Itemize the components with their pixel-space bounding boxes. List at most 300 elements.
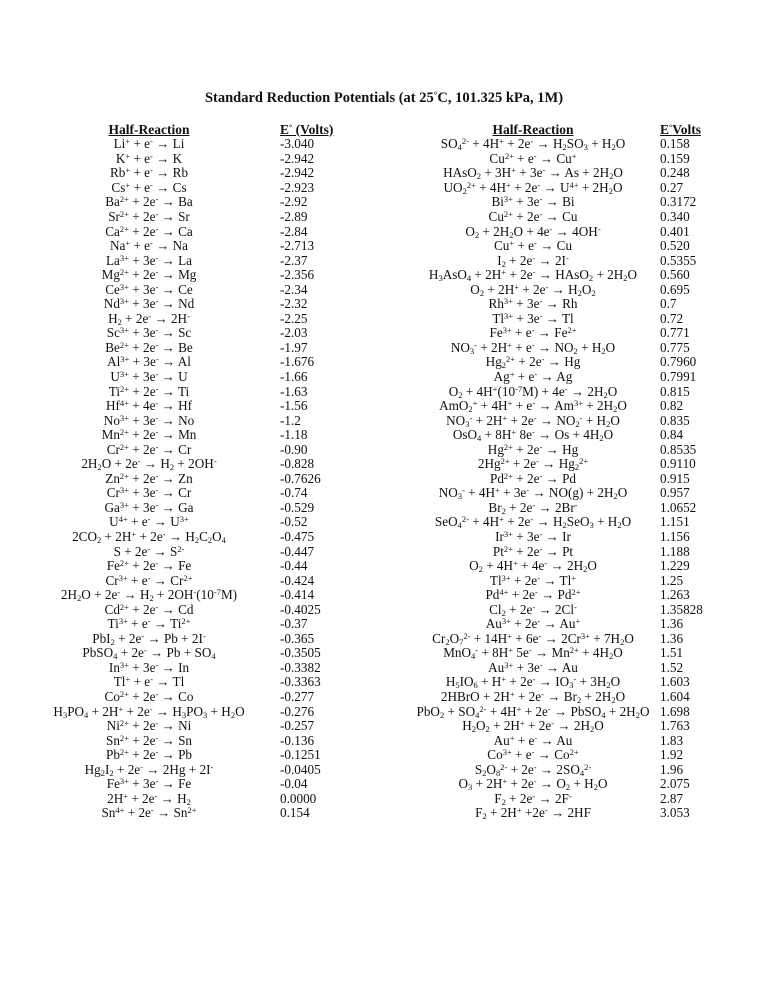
table-row (406, 166, 720, 181)
table-row (30, 806, 350, 821)
table-row (406, 515, 720, 530)
potential-cell: 0.7991 (660, 368, 697, 384)
potential-cell: 1.603 (660, 674, 690, 690)
potential-cell: -0.529 (280, 499, 315, 515)
half-reaction-cell: $Hg^{2+} + 2e^- \to Hg$ (487, 441, 579, 457)
potential-cell: 1.698 (660, 703, 690, 719)
table-row (406, 151, 720, 166)
half-reaction-cell: $Ba^{2+} + 2e^- \to Ba$ (105, 194, 193, 210)
potential-cell: 3.053 (660, 805, 690, 821)
table-row (30, 369, 350, 384)
half-reaction-cell: $O_2 + 4H^+(10^{-7}M) + 4e^- \to 2H_2O$ (448, 383, 618, 400)
half-reaction-cell: $F_2 + 2H^+ +2e^- \to 2HF$ (475, 805, 591, 822)
potential-cell: 0.775 (660, 339, 690, 355)
potential-cell: -2.89 (280, 208, 308, 224)
half-reaction-cell: $2H_2O + 2e^- \to H_2 + 2OH^-(10^{-7}M)$ (60, 587, 238, 604)
table-row (406, 573, 720, 588)
table-row (30, 675, 350, 690)
potential-cell: -0.257 (280, 718, 315, 734)
potential-cell: -2.25 (280, 310, 308, 326)
table-row (30, 253, 350, 268)
table-row (30, 340, 350, 355)
potential-cell: -1.63 (280, 383, 308, 399)
potential-cell: 0.957 (660, 485, 690, 501)
table-row (406, 238, 720, 253)
half-reaction-cell: $In^{3+} + 3e^- \to In$ (108, 659, 190, 675)
table-row (30, 515, 350, 530)
reduction-table-right (406, 122, 720, 820)
potential-cell: 1.92 (660, 747, 684, 763)
potential-cell: 1.263 (660, 587, 690, 603)
potential-cell: -2.84 (280, 223, 308, 239)
table-row (30, 427, 350, 442)
potential-cell: 0.340 (660, 208, 690, 224)
table-row (406, 500, 720, 515)
half-reaction-cell: $2Hg^{2+} + 2e^- \to Hg_2^{2+}$ (477, 456, 589, 473)
potential-cell: -2.32 (280, 296, 308, 312)
potential-cell: -1.97 (280, 339, 308, 355)
table-row (30, 573, 350, 588)
half-reaction-cell: $H_3AsO_4 + 2H^+ + 2e^-$ → HAsO$_2$ + $2H_2O$ (428, 267, 638, 284)
half-reaction-cell: $Sc^{3+} + 3e^- \to Sc$ (106, 325, 192, 341)
potential-cell: 1.83 (660, 732, 684, 748)
potential-cell: 1.96 (660, 761, 684, 777)
table-row (30, 631, 350, 646)
potential-cell: -0.3363 (280, 674, 321, 690)
half-reaction-cell: $NO_3^- + 2H^+ + 2e^- \to NO_2^- + H_2O$ (446, 412, 620, 429)
potential-cell: 0.695 (660, 281, 690, 297)
potential-cell: 1.35828 (660, 601, 703, 617)
table-row (30, 457, 350, 472)
potential-cell: 1.52 (660, 659, 684, 675)
half-reaction-cell: 2HBrO + $2H^+ + 2e^- \to Br_2 + 2H_2O$ (440, 689, 626, 705)
half-reaction-cell: $H_2 + 2e^- \to 2H^-$ (108, 310, 190, 327)
half-reaction-cell: $O_2 + 2H^+ + 2e^- \to H_2O_2$ (470, 281, 596, 298)
potential-cell: -2.942 (280, 150, 315, 166)
half-reaction-cell: $Cr^{3+} + 3e^- \to Cr$ (106, 485, 192, 501)
half-reaction-cell: $Cr^{2+} + 2e^- \to Cr$ (106, 441, 192, 457)
potential-cell: -0.90 (280, 441, 308, 457)
half-reaction-cell: $Pd^{2+} + 2e^- \to Pd$ (489, 470, 577, 486)
potential-cell: 1.763 (660, 718, 690, 734)
table-row (406, 777, 720, 792)
table-row (406, 617, 720, 632)
half-reaction-cell: $2CO_2 + 2H^+ + 2e^- \to H_2C_2O_4$ (72, 528, 226, 545)
potential-cell: -2.92 (280, 194, 308, 210)
potential-cell: -0.3505 (280, 645, 321, 661)
table-row (406, 355, 720, 370)
half-reaction-cell: $O_2 + 2H_2O + 4e^- \to 4OH^-$ (465, 223, 601, 240)
title-text: Standard Reduction Potentials (at 25 (204, 90, 434, 106)
half-reaction-cell: $Ti^{2+} + 2e^- \to Ti$ (108, 383, 190, 399)
half-reaction-cell: Cu+ + e- → Cu (493, 238, 573, 254)
potential-cell: -0.276 (280, 703, 315, 719)
potential-cell: -2.923 (280, 179, 315, 195)
half-reaction-cell: $Cr_2O_7^{2-} + 14H^+ + 6e^- \to 2Cr^{3+} + 7H_2O$ (432, 630, 634, 647)
half-reaction-cell: $U^{3+} + 3e^- \to U$ (110, 368, 188, 384)
potential-cell: -2.03 (280, 325, 308, 341)
table-row (30, 748, 350, 763)
half-reaction-cell: $2H^+ + 2e^- \to H_2$ (107, 790, 191, 807)
half-reaction-header: Half-Reaction (492, 121, 574, 137)
potential-cell: -1.18 (280, 427, 308, 443)
table-row (30, 718, 350, 733)
potential-cell: -0.04 (280, 776, 308, 792)
half-reaction-cell: $Tl^{3+} + 3e^- \to Tl$ (492, 310, 574, 326)
half-reaction-cell: $Ir^{3+} + 3e^- \to Ir$ (495, 528, 571, 544)
table-row (406, 529, 720, 544)
potential-cell: 0.3172 (660, 194, 697, 210)
potential-cell: -0.277 (280, 689, 315, 704)
half-reaction-cell: $Au^{3+} + 3e^- \to Au$ (488, 659, 578, 675)
half-reaction-cell: $No^{3+} + 3e^- \to No$ (103, 412, 195, 428)
degree-symbol: ° (433, 90, 438, 100)
table-row (30, 282, 350, 297)
half-reaction-cell: $Co^{2+} + 2e^- \to Co$ (104, 689, 194, 704)
table-row (30, 398, 350, 413)
potential-cell: 0.27 (660, 179, 684, 195)
half-reaction-cell: $Be^{2+} + 2e^- \to Be$ (105, 339, 193, 355)
potential-cell: -0.1251 (280, 747, 321, 763)
table-row (406, 806, 720, 821)
table-row (406, 282, 720, 297)
half-reaction-cell: $AmO_2^+ + 4H^+ + e^- \to Am^{3+} + 2H_2O$ (439, 398, 627, 415)
half-reaction-cell: $Fe^{3+} + 3e^- \to Fe$ (106, 776, 192, 792)
half-reaction-cell: $NO_3^- + 4H^+ + 3e^- \to NO(g) + 2H_2O$ (438, 485, 628, 502)
half-reaction-cell: $NO_3^- + 2H^+ + e^- \to NO_2 + H_2O$ (450, 339, 616, 356)
potential-cell: 0.72 (660, 310, 684, 326)
table-row (30, 413, 350, 428)
table-row (30, 166, 350, 181)
table-row (406, 689, 720, 704)
half-reaction-cell: $Zn^{2+} + 2e^- \to Zn$ (105, 470, 193, 486)
table-row (30, 209, 350, 224)
table-row (30, 689, 350, 704)
half-reaction-cell: $Ce^{3+} + 3e^- \to Ce$ (105, 281, 193, 297)
table-row (30, 224, 350, 239)
table-row (30, 602, 350, 617)
potential-cell: 0.7960 (660, 354, 697, 370)
half-reaction-cell: Cs+ + e- → Cs (111, 179, 187, 195)
half-reaction-cell: $Sn^{2+} + 2e^- \to Sn$ (105, 732, 193, 748)
half-reaction-cell: $Tl^{3+} + 2e^- \to Tl^+$ (489, 572, 577, 588)
potential-cell: -0.4025 (280, 601, 321, 617)
potential-cell: -1.2 (280, 412, 301, 428)
table-row (30, 762, 350, 777)
potential-cell: 0.5355 (660, 252, 697, 268)
potential-cell: 1.188 (660, 543, 690, 559)
potential-cell: -1.66 (280, 368, 308, 384)
table-row (30, 500, 350, 515)
half-reaction-cell: $UO_2^{2+} + 4H^+ + 2e^- \to U^{4+} + 2H_2O$ (443, 179, 623, 196)
potential-cell: 0.0000 (280, 790, 317, 806)
potential-cell: 1.51 (660, 645, 684, 661)
page-title (0, 90, 768, 107)
half-reaction-cell: $S + 2e^- \to S^{2-}$ (113, 543, 185, 559)
table-row (30, 384, 350, 399)
half-reaction-cell: $Ti^{3+} + e^- \to Ti^{2+}$ (107, 616, 191, 632)
table-row (406, 704, 720, 719)
potential-cell: -0.414 (280, 587, 315, 603)
potential-header (280, 122, 350, 137)
potential-cell: 1.151 (660, 514, 690, 530)
half-reaction-cell: $La^{3+} + 3e^- \to La$ (106, 252, 192, 268)
potential-cell: 2.075 (660, 776, 690, 792)
potential-cell: -0.136 (280, 732, 315, 748)
half-reaction-cell: $Ga^{3+} + 3e^- \to Ga$ (104, 499, 194, 515)
half-reaction-cell: PbI$_2$ + 2e- → Pb + 2I- (92, 630, 206, 647)
table-row (406, 326, 720, 341)
potential-cell: 0.158 (660, 136, 690, 152)
table-row (406, 297, 720, 312)
half-reaction-cell: Ag+ + e- → Ag (493, 368, 573, 384)
table-row (30, 529, 350, 544)
degree-symbol: ° (289, 122, 293, 132)
half-reaction-cell: $PbO_2 + SO_4^{2-} + 4H^+ + 2e^-$ → PbSO$_4$ + $2H_2O$ (416, 703, 650, 720)
table-row (30, 151, 350, 166)
table-row (406, 253, 720, 268)
table-row (406, 340, 720, 355)
potential-header-unit: Volts (672, 121, 701, 137)
half-reaction-cell: HAsO$_2$ + $3H^+ + 3e^- \to As + 2H_2O$ (443, 165, 623, 182)
potential-cell: -0.447 (280, 543, 315, 559)
half-reaction-cell: $Fe^{2+} + 2e^- \to Fe$ (106, 558, 192, 574)
half-reaction-header: Half-Reaction (108, 121, 190, 137)
potential-cell: -0.828 (280, 456, 315, 472)
potential-cell: 1.0652 (660, 499, 697, 515)
half-reaction-cell: $Mn^{2+} + 2e^- \to Mn$ (101, 427, 197, 443)
half-reaction-cell: $Al^{3+} + 3e^- \to Al$ (107, 354, 191, 370)
potential-cell: -0.365 (280, 630, 315, 646)
table-row (406, 442, 720, 457)
table-row (30, 558, 350, 573)
table-row (406, 762, 720, 777)
half-reaction-cell: $S_2O_8^{2-} + 2e^- \to 2SO_4^{2-}$ (474, 761, 592, 778)
table-body (30, 137, 350, 821)
table-row (30, 486, 350, 501)
table-row (406, 311, 720, 326)
half-reaction-cell: $Sr^{2+} + 2e^- \to Sr$ (108, 208, 190, 224)
half-reaction-cell: $Nd^{3+} + 3e^- \to Nd$ (103, 296, 195, 312)
table-row (406, 602, 720, 617)
potential-cell: 0.915 (660, 470, 690, 486)
half-reaction-cell: $SeO_4^{2-} + 4H^+ + 2e^- \to H_2SeO_3 + H_2O$ (434, 514, 632, 531)
table-row (406, 209, 720, 224)
table-row (406, 267, 720, 282)
potential-cell: 0.401 (660, 223, 690, 239)
table-row (406, 137, 720, 152)
potential-cell: 0.9110 (660, 456, 696, 472)
half-reaction-cell: $O_2 + 4H^+ + 4e^- \to 2H_2O$ (469, 558, 597, 575)
table-row (30, 777, 350, 792)
half-reaction-cell: $Pb^{2+} + 2e^- \to Pb$ (105, 747, 193, 763)
table-row (406, 748, 720, 763)
half-reaction-cell: $Co^{3+} + e^- \to Co^{2+}$ (487, 747, 579, 763)
potential-cell: 0.815 (660, 383, 690, 399)
half-reaction-cell: $H_2O_2 + 2H^+ + 2e^- \to 2H_2O$ (462, 718, 604, 735)
half-reaction-cell: $Hg_2^{2+} + 2e^- \to Hg$ (485, 354, 581, 371)
half-reaction-cell: Li+ + e- → Li (113, 136, 185, 152)
half-reaction-cell: $Pt^{2+} + 2e^- \to Pt$ (492, 543, 574, 559)
table-row (406, 413, 720, 428)
half-reaction-cell: MnO$_4$- + 8H+ $5e^- \to Mn^{2+} + 4H_2O$ (443, 645, 623, 662)
potential-cell: -0.7626 (280, 470, 321, 486)
potential-cell: -0.3382 (280, 659, 321, 675)
table-row (406, 369, 720, 384)
table-row (406, 558, 720, 573)
potential-cell: 2.87 (660, 790, 684, 806)
table-row (30, 297, 350, 312)
potential-cell: -2.713 (280, 238, 315, 254)
potential-cell: 0.154 (280, 805, 310, 821)
half-reaction-cell: Tl+ + e- → Tl (113, 674, 185, 690)
table-row (406, 180, 720, 195)
potential-cell: -0.424 (280, 572, 315, 588)
half-reaction-cell: $Fe^{3+} + e^- \to Fe^{2+}$ (489, 325, 577, 341)
reduction-table-left (30, 122, 350, 820)
half-reaction-cell: OsO$_4$ + 8H+ $8e^- \to Os + 4H_2O$ (452, 427, 614, 444)
table-row (406, 398, 720, 413)
table-row (406, 791, 720, 806)
potential-cell: -2.356 (280, 267, 315, 283)
half-reaction-cell: $U^{4+} + e^- \to U^{3+}$ (109, 514, 189, 530)
table-row (406, 427, 720, 442)
potential-cell: 0.159 (660, 150, 690, 166)
half-reaction-cell: $Br_2 + 2e^- \to 2Br^-$ (488, 499, 578, 516)
potential-cell: -0.475 (280, 528, 315, 544)
potential-cell: 1.604 (660, 689, 690, 704)
table-row (406, 660, 720, 675)
potential-cell: 1.36 (660, 616, 684, 632)
table-row (30, 137, 350, 152)
potential-cell: -1.676 (280, 354, 315, 370)
table-row (406, 588, 720, 603)
potential-cell: -0.37 (280, 616, 308, 632)
potential-cell: 0.835 (660, 412, 690, 428)
half-reaction-cell: PbSO$_4$ + $2e^- \to Pb + SO_4$ (82, 645, 216, 662)
potential-cell: -0.74 (280, 485, 308, 501)
table-row (30, 238, 350, 253)
table-row (406, 718, 720, 733)
table-row (30, 442, 350, 457)
half-reaction-cell: Rb+ + e- → Rb (109, 165, 189, 181)
potential-cell: -1.56 (280, 398, 308, 414)
table-row (30, 617, 350, 632)
potential-cell: 1.156 (660, 528, 690, 544)
half-reaction-cell: $Au^{3+} + 2e^- \to Au^+$ (485, 616, 581, 632)
potential-cell: 0.84 (660, 427, 684, 443)
half-reaction-cell: $2H_2O + 2e^- \to H_2 + 2OH^-$ (81, 456, 217, 473)
half-reaction-cell: $Cr^{3+} + e^- \to Cr^{2+}$ (105, 572, 193, 588)
half-reaction-cell: $Sn^{4+} + 2e^- \to Sn^{2+}$ (101, 805, 197, 821)
potential-cell: 0.82 (660, 398, 684, 414)
table-row (406, 486, 720, 501)
potential-cell: -2.37 (280, 252, 308, 268)
table-row (30, 180, 350, 195)
half-reaction-cell: $Cu^{2+} + e^- \to Cu^+$ (489, 150, 577, 166)
half-reaction-cell: $Ni^{2+} + 2e^- \to Ni$ (106, 718, 192, 734)
potential-header-e: E (280, 121, 290, 137)
table-row (406, 457, 720, 472)
half-reaction-cell: $H_3PO_4 + 2H^+ + 2e^- \to H_3PO_3 + H_2O$ (53, 703, 245, 720)
potential-header (660, 122, 720, 137)
table-row (30, 311, 350, 326)
half-reaction-cell: Na+ + e- → Na (109, 238, 189, 254)
table-row (406, 224, 720, 239)
potential-cell: -0.0405 (280, 761, 321, 777)
table-row (406, 384, 720, 399)
degree-symbol: ° (669, 122, 673, 132)
half-reaction-cell: $Ca^{2+} + 2e^- \to Ca$ (105, 223, 193, 239)
half-reaction-cell: Au+ + e- → Au (493, 732, 573, 748)
table-row (30, 471, 350, 486)
half-reaction-cell: $Bi^{3+} + 3e^- \to Bi$ (491, 194, 575, 210)
potential-cell: 0.771 (660, 325, 690, 341)
table-row (406, 733, 720, 748)
table-row (30, 588, 350, 603)
half-reaction-cell: $I_2 + 2e^- \to 2I^-$ (497, 252, 569, 269)
table-row (30, 195, 350, 210)
half-reaction-cell: $Mg^{2+} + 2e^- \to Mg$ (101, 267, 197, 283)
table-row (30, 544, 350, 559)
half-reaction-cell: $H_5IO_6 + H^+ + 2e^- \to IO_3^- + 3H_2O$ (445, 674, 621, 691)
table-row (30, 660, 350, 675)
half-reaction-cell: $Hf^{4+} + 4e^- \to Hf$ (106, 398, 192, 414)
half-reaction-cell: $O_3 + 2H^+ + 2e^- \to O_2 + H_2O$ (458, 776, 608, 793)
table-body (406, 137, 720, 821)
title-text-rest: C, 101.325 kPa, 1M) (437, 90, 564, 106)
potential-cell: -2.942 (280, 165, 315, 181)
half-reaction-cell: $Cd^{2+} + 2e^- \to Cd$ (104, 601, 194, 617)
half-reaction-cell: $Pd^{4+} + 2e^- \to Pd^{2+}$ (485, 587, 581, 603)
potential-header-unit: (Volts) (292, 121, 334, 137)
table-row (30, 646, 350, 661)
table-row (30, 267, 350, 282)
table-row (30, 326, 350, 341)
potential-header-e: E (660, 121, 670, 137)
half-reaction-cell: $Cu^{2+} + 2e^- \to Cu$ (488, 208, 578, 224)
half-reaction-cell: $SO_4^{2-} + 4H^+ + 2e^- \to H_2SO_3 + H_2O$ (440, 136, 626, 153)
table-row (406, 675, 720, 690)
table-row (30, 791, 350, 806)
table-header-row (406, 122, 720, 137)
table-row (406, 646, 720, 661)
potential-cell: -3.040 (280, 136, 315, 152)
potential-cell: -2.34 (280, 281, 308, 297)
potential-cell: 0.560 (660, 267, 690, 283)
table-row (30, 733, 350, 748)
potential-cell: 0.248 (660, 165, 690, 181)
half-reaction-cell: $Rh^{3+} + 3e^- \to Rh$ (488, 296, 578, 312)
half-reaction-cell: K+ + e- → K (115, 150, 183, 166)
table-row (406, 544, 720, 559)
table-row (406, 631, 720, 646)
table-row (406, 195, 720, 210)
table-row (30, 355, 350, 370)
table-row (406, 471, 720, 486)
potential-cell: 1.25 (660, 572, 684, 588)
potential-cell: 1.229 (660, 558, 690, 574)
half-reaction-cell: $Cl_2 + 2e^- \to 2Cl^-$ (489, 601, 577, 618)
potential-cell: 0.520 (660, 238, 690, 254)
potential-cell: 0.7 (660, 296, 677, 312)
potential-cell: -0.52 (280, 514, 308, 530)
half-reaction-cell: $F_2 + 2e^- \to 2F^-$ (494, 790, 572, 807)
potential-cell: 0.8535 (660, 441, 697, 457)
table-header-row (30, 122, 350, 137)
half-reaction-cell: $Hg_2I_2 + 2e^- \to 2Hg + 2I^-$ (84, 761, 214, 778)
table-row (30, 704, 350, 719)
